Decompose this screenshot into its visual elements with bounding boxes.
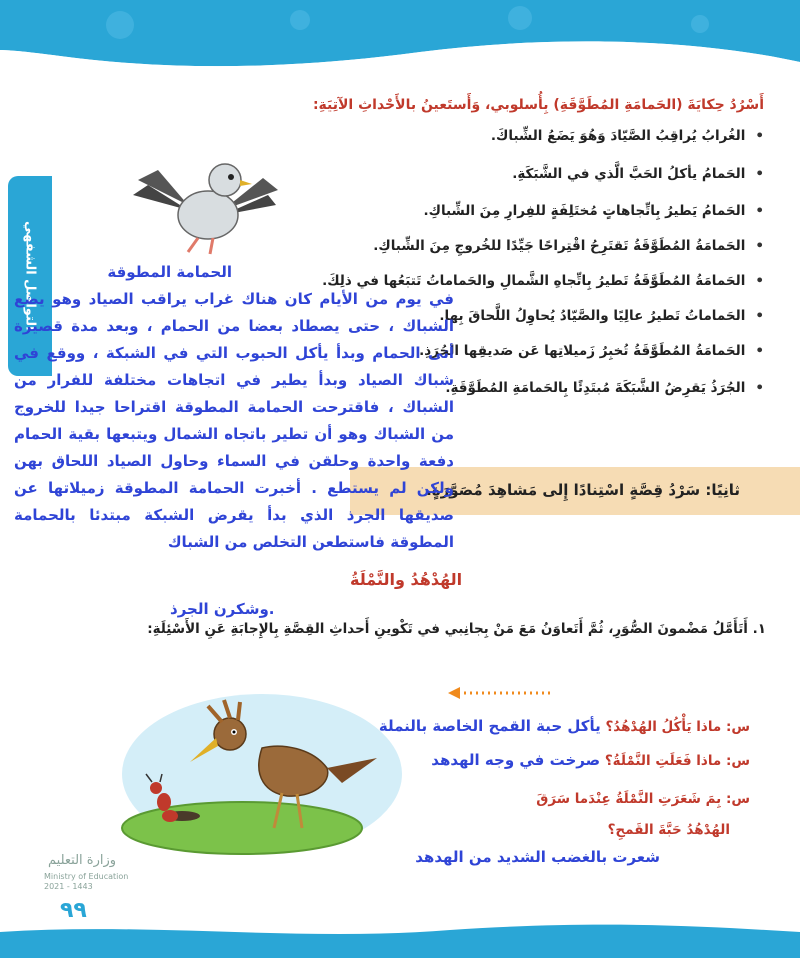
- bullet-item: • الحَمامُ يَطيرُ بِاتِّجاهاتٍ مُختَلِفَةٍ للفِرارِ مِنَ الشِّباكِ.: [124, 203, 764, 219]
- question-label: س:: [725, 753, 750, 769]
- ministry-logo-en: Ministry of Education: [44, 872, 129, 881]
- question-label: س:: [725, 719, 750, 735]
- task-heading: أَسْرُدُ حِكايَةَ (الحَمامَةِ المُطَوَّقَةِ) بِأُسلوبي، وَأَستَعينُ بالأَحْداثِ الآتِيَةِ:: [312, 97, 764, 113]
- section-two-title: ثانِيًا: سَرْدُ قِصَّةٍ اسْتِنادًا إِلى مَشاهِدَ مُصَوَّرَةٍ.: [426, 481, 740, 499]
- question-label: س:: [725, 791, 750, 807]
- story-title: الحمامة المطوقة: [107, 263, 232, 281]
- answer-3: [415, 848, 660, 866]
- ministry-year: 2021 - 1443: [44, 882, 93, 891]
- bullet-item: • الغُرابُ يُراقِبُ الصَّيّادَ وَهُوَ يَضَعُ الشِّباكَ.: [124, 128, 764, 144]
- hoopoe-ant-title: الهُدْهُدُ والنَّمْلَةُ: [350, 570, 463, 589]
- page-number: ٩٩: [60, 898, 87, 923]
- footer-wave: [0, 912, 800, 958]
- story-ending: وشكرن الجرذ.: [170, 600, 275, 618]
- instruction-text: ١. أَتَأَمَّلُ مَضْمونَ الصُّوَرِ، ثُمَّ أَتَعاوَنُ مَعَ مَنْ بِجانِبي في تَكْوينِ أَحداثِ القِصَّةِ بِالإِجابَةِ عَنِ الأَسْئِلَةِ:: [147, 621, 766, 637]
- bullet-item: • الحَمامُ يأكلُ الحَبَّ الَّذي في الشَّبَكَةِ.: [124, 166, 764, 182]
- hoopoe-ant-illustration: [112, 688, 402, 860]
- dotted-arrow-icon: [446, 686, 556, 700]
- bullet-item: • الحَماماتُ تَطيرُ عالِيًا والصَّيّادُ يُحاوِلُ اللَّحاقَ بِها.: [124, 308, 764, 324]
- bullet-item: • الجُرَذُ يَقرِضُ الشَّبَكَةَ مُبتَدِئًا بِالحَمامَةِ المُطَوَّقَةِ.: [124, 380, 764, 396]
- question-3: [536, 791, 750, 807]
- side-tab-label: التواصل الشفهي: [22, 221, 38, 331]
- question-2: [431, 751, 750, 769]
- question-3-cont: [608, 822, 730, 838]
- answer-text: صرخت في وجه الهدهد: [431, 751, 601, 769]
- question-text-cont: الهُدْهُدُ حَبَّةَ القَمحِ؟: [607, 822, 730, 838]
- answer-text: شعرت بالغضب الشديد من الهدهد: [415, 848, 660, 866]
- story-text: في يوم من الأيام كان هناك غراب يراقب الصياد وهو يضع الشباك ، حتى يصطاد بعضا من الحمام ، وبعد مدة قصيرة أتى الحمام وبدأ يأكل الحبوب التي في الشبكة ، ووقع في شباك الصياد وبدأ يطير في اتجاهات مختلفة للفرار من الشباك ، فاقترحت الحمامة المطوقة اقتراحا جيدا للخروج من الشباك وهو أن تطير باتجاه الشمال ويتبعها بقية الحمام دفعة واحدة وحلقن في السماء وحاول الصياد اللحاق بهن ولكن لم يستطع . أخبرت الحمامة المطوقة زميلاتها عن صديقها الجرذ الذي بدأ يقرض الشبكة مبتدئا بالحمامة المطوقة فاستطعن التخلص من الشباك: [14, 290, 454, 551]
- bullet-item: • الحَمامَةُ المُطَوَّقَةُ تَقتَرِحُ اقْتِراحًا جَيِّدًا للخُروجِ مِنَ الشِّباكِ.: [124, 238, 764, 254]
- answer-text: يأكل حبة القمح الخاصة بالنملة: [378, 717, 601, 735]
- header-wave: [0, 0, 800, 90]
- bullet-item: • الحَمامَةُ المُطَوَّقَةُ تُخبِرُ زَميلاتِها عَن صَديقِها الجُرَذِ.: [124, 343, 764, 359]
- question-text: بِمَ شَعَرَتِ النَّمْلَةُ عِنْدَما سَرَقَ: [536, 791, 722, 807]
- question-text: ماذا فَعَلَتِ النَّمْلَةُ؟: [604, 753, 722, 769]
- bullet-item: • الحَمامَةُ المُطَوَّقَةُ تَطيرُ بِاتِّجاهِ الشَّمالِ والحَماماتُ تَتبَعُها في ذلِكَ.: [124, 273, 764, 289]
- question-text: ماذا يَأْكُلُ الهُدْهُدُ؟: [605, 719, 722, 735]
- ministry-logo-ar: وزارة التعليم: [48, 853, 117, 868]
- question-1: [379, 717, 750, 735]
